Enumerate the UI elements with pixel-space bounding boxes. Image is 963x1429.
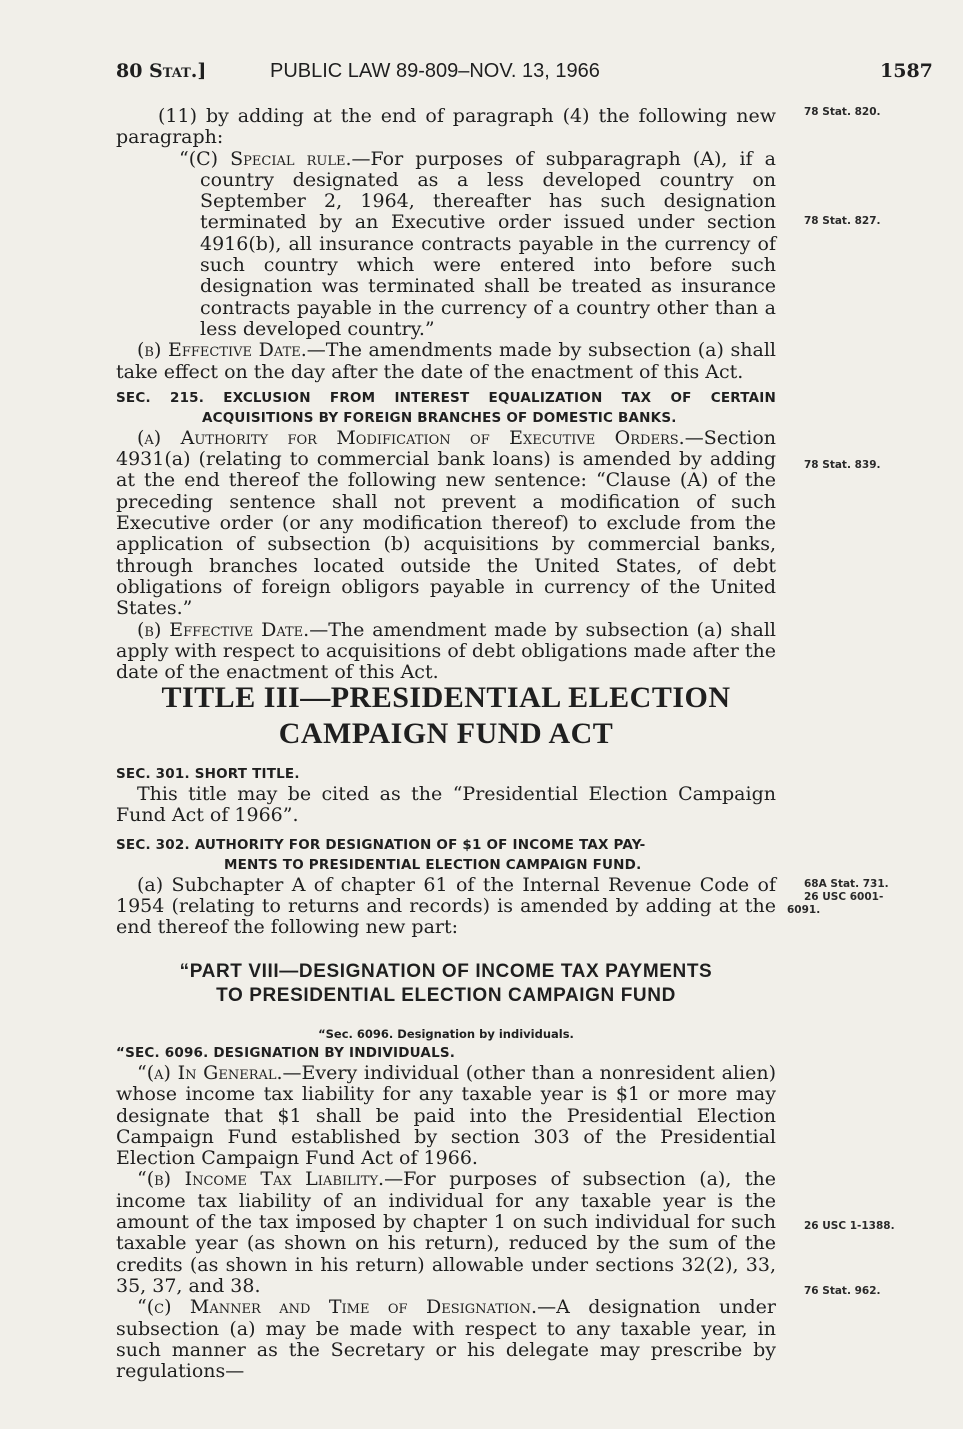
paragraph-heading: “(c) Manner and Time of Designation. [137,1296,538,1319]
section-215-heading: SEC. 215. EXCLUSION FROM INTEREST EQUALIZATION TAX OF CERTAIN ACQUISITIONS BY FOREIGN BRANCHES OF DOMESTIC BANKS. [116,389,776,426]
paragraph-a-authority [116,428,776,620]
margin-note: 76 Stat. 962. [804,1285,881,1297]
margin-note: 26 USC 6001- [804,891,884,903]
section-6096-heading: “SEC. 6096. DESIGNATION BY INDIVIDUALS. [116,1045,456,1061]
paragraph-text: —Section 4931(a) (relating to commercial bank loans) is amended by adding at the end thereof the following new sentence: “Clause (A) of the preceding sentence shall not prevent a modification of such Executive order (or any modification thereof) to exclude from the application of subsection (b) acquisitions by commercial banks, through branches located outside the United States, of debt obligations of foreign obligors payable in currency of the United States.” [116,426,776,620]
part-line: TO PRESIDENTIAL ELECTION CAMPAIGN FUND [216,985,676,1006]
section-302-line: SEC. 302. AUTHORITY FOR DESIGNATION OF $1 OF INCOME TAX PAY- [116,836,646,853]
section-302-heading [116,835,776,875]
body-block-2 [116,764,776,938]
section-6096-c [116,1297,776,1382]
section-6096-b [116,1169,776,1297]
paragraph-heading: (a) Authority for Modification of Executive Orders. [137,426,685,449]
paragraph-c-special-rule [116,149,776,341]
paragraph-text: —Every individual (other than a nonresident alien) whose income tax liability for any taxable year is $1 or more may designate that $1 shall be paid into the Presidential Election Campaign Fund established by section 303 of the Presidential Election Campaign Fund Act of 1966. [116,1062,776,1170]
section-301-text: This title may be cited as the “Presidential Election Campaign Fund Act of 1966”. [116,783,776,827]
header-law-title: PUBLIC LAW 89-809–NOV. 13, 1966 [270,60,600,82]
section-302-a: (a) Subchapter A of chapter 61 of the Internal Revenue Code of 1954 (relating to returns and records) is amended by adding at the end thereof the following new part: [116,873,776,939]
paragraph-text: —The amendment made by subsection (a) shall apply with respect to acquisitions of debt obligations made after the date of the enactment of this Act. [116,618,776,684]
part-line: “PART VIII—DESIGNATION OF INCOME TAX PAYMENTS [179,961,713,982]
header-volume: 80 Stat.] [116,60,207,82]
paragraph-heading: “(C) Special rule. [179,147,352,170]
margin-note: 6091. [787,904,821,916]
paragraph-heading: (b) Effective Date. [137,339,307,362]
body-block-1 [116,106,776,683]
margin-note: 68A Stat. 731. [804,878,889,890]
paragraph-11: (11) by adding at the end of paragraph (4) the following new paragraph: [116,105,776,149]
margin-note: 78 Stat. 839. [804,459,881,471]
header-page-number: 1587 [880,60,933,82]
paragraph-b-effective-date [116,340,776,383]
title-line: CAMPAIGN FUND ACT [278,717,614,750]
section-6096-a [116,1063,776,1169]
section-302-line: MENTS TO PRESIDENTIAL ELECTION CAMPAIGN FUND. [224,856,642,873]
paragraph-text: —For purposes of subsection (a), the income tax liability of an individual for any taxable year is the amount of the tax imposed by chapter 1 on such individual for such taxable year (as shown on his return), reduced by the sum of the credits (as shown in his return) allowable under sections 32(2), 33, 35, 37, and 38. [116,1168,776,1297]
paragraph-b-effective-date-215 [116,620,776,684]
margin-note: 78 Stat. 820. [804,106,881,118]
margin-note: 78 Stat. 827. [804,215,881,227]
paragraph-heading: (b) Effective Date. [137,618,310,641]
margin-note: 26 USC 1-1388. [804,1220,895,1232]
paragraph-heading: “(b) Income Tax Liability. [137,1168,385,1191]
part-viii-heading [116,960,776,1008]
paragraph-text: —The amendments made by subsection (a) shall take effect on the day after the date of the enactment of this Act. [116,339,776,383]
title-line: TITLE III—PRESIDENTIAL ELECTION [161,681,731,714]
paragraph-heading: “(a) In General. [137,1062,283,1084]
paragraph-text: —For purposes of subparagraph (A), if a country designated as a less developed country on September 2, 1964, thereafter has such designation terminated by an Executive order issued under section 4916(b), all insurance contracts payable in the currency of such country which were entered into before such designation was terminated shall be treated as insurance contracts payable in the currency of a country other than a less developed country.” [200,147,776,340]
body-block-3 [116,1025,776,1382]
section-301-heading: SEC. 301. SHORT TITLE. [116,766,300,782]
title-iii-heading [116,680,776,752]
table-of-contents-entry: “Sec. 6096. Designation by individuals. [318,1027,574,1041]
paragraph-text: —A designation under subsection (a) may be made with respect to any taxable year, in such manner as the Secretary or his delegate may prescribe by regulations— [116,1296,776,1383]
